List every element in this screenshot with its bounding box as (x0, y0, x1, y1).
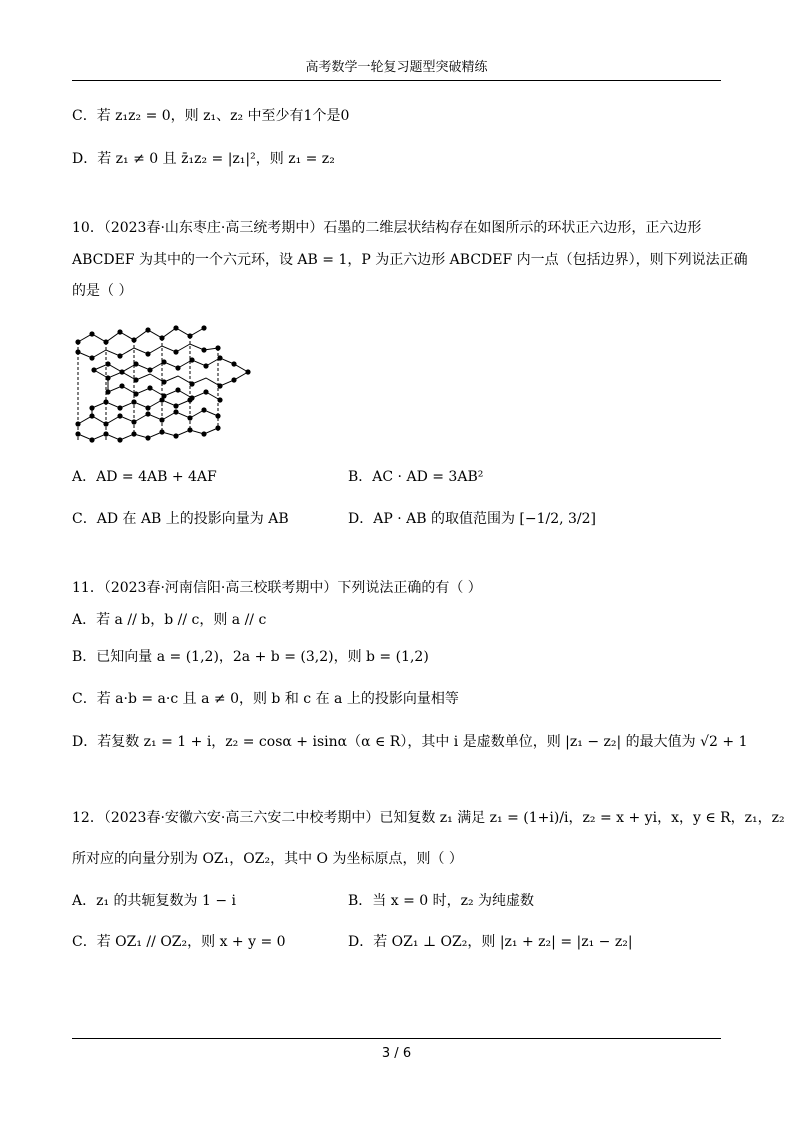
header-title: 高考数学一轮复习题型突破精练 (305, 60, 488, 75)
q10-stem-line1: 10．（2023春·山东枣庄·高三统考期中）石墨的二维层状结构存在如图所示的环状正六边形，正六边形 (72, 220, 702, 236)
q10-option-b: B．AC · AD = 3AB² (348, 469, 484, 485)
q10-option-c: C．AD 在 AB 上的投影向量为 AB (72, 511, 289, 527)
q10-stem-line2: ABCDEF 为其中的一个六元环，设 AB = 1，P 为正六边形 ABCDEF 内一点（包括边界），则下列说法正确 (72, 252, 748, 268)
q12-option-a: A．z₁ 的共轭复数为 1 − i (72, 893, 237, 909)
q11-option-c: C．若 a·b = a·c 且 a ≠ 0，则 b 和 c 在 a 上的投影向量相等 (72, 691, 459, 707)
q10-option-a: A．AD = 4AB + 4AF (72, 469, 217, 485)
q10-stem-line3: 的是（ ） (72, 283, 133, 299)
page-header (72, 60, 721, 81)
q11-option-a: A．若 a // b，b // c，则 a // c (72, 612, 267, 628)
q12-stem-line2: 所对应的向量分别为 OZ₁，OZ₂，其中 O 为坐标原点，则（ ） (72, 851, 463, 867)
q12-option-c: C．若 OZ₁ // OZ₂，则 x + y = 0 (72, 934, 286, 950)
q9-option-d: D．若 z₁ ≠ 0 且 z̄₁z₂ = |z₁|²，则 z₁ = z₂ (72, 151, 335, 167)
q12-stem-line1: 12．（2023春·安徽六安·高三六安二中校考期中）已知复数 z₁ 满足 z₁ = (1+i)/i，z₂ = x + yi，x，y ∈ R，z₁，z₂ (72, 810, 785, 826)
q11-option-b: B．已知向量 a = (1,2)，2a + b = (3,2)，则 b = (1,2) (72, 649, 429, 665)
q11-option-d: D．若复数 z₁ = 1 + i，z₂ = cosα + isinα（α ∈ R），其中 i 是虚数单位，则 |z₁ − z₂| 的最大值为 √2 + 1 (72, 734, 748, 750)
q11-stem: 11．（2023春·河南信阳·高三校联考期中）下列说法正确的有（ ） (72, 580, 482, 596)
q10-option-d: D．AP · AB 的取值范围为 [−1/2, 3/2] (348, 511, 597, 527)
q12-option-d: D．若 OZ₁ ⊥ OZ₂，则 |z₁ + z₂| = |z₁ − z₂| (348, 934, 633, 950)
q12-option-b: B．当 x = 0 时，z₂ 为纯虚数 (348, 893, 535, 909)
footer-rule (72, 1038, 721, 1039)
page-number: 3 / 6 (381, 1046, 412, 1061)
graphite-structure-figure (72, 312, 252, 447)
q9-option-c: C．若 z₁z₂ = 0，则 z₁、z₂ 中至少有1个是0 (72, 108, 350, 124)
